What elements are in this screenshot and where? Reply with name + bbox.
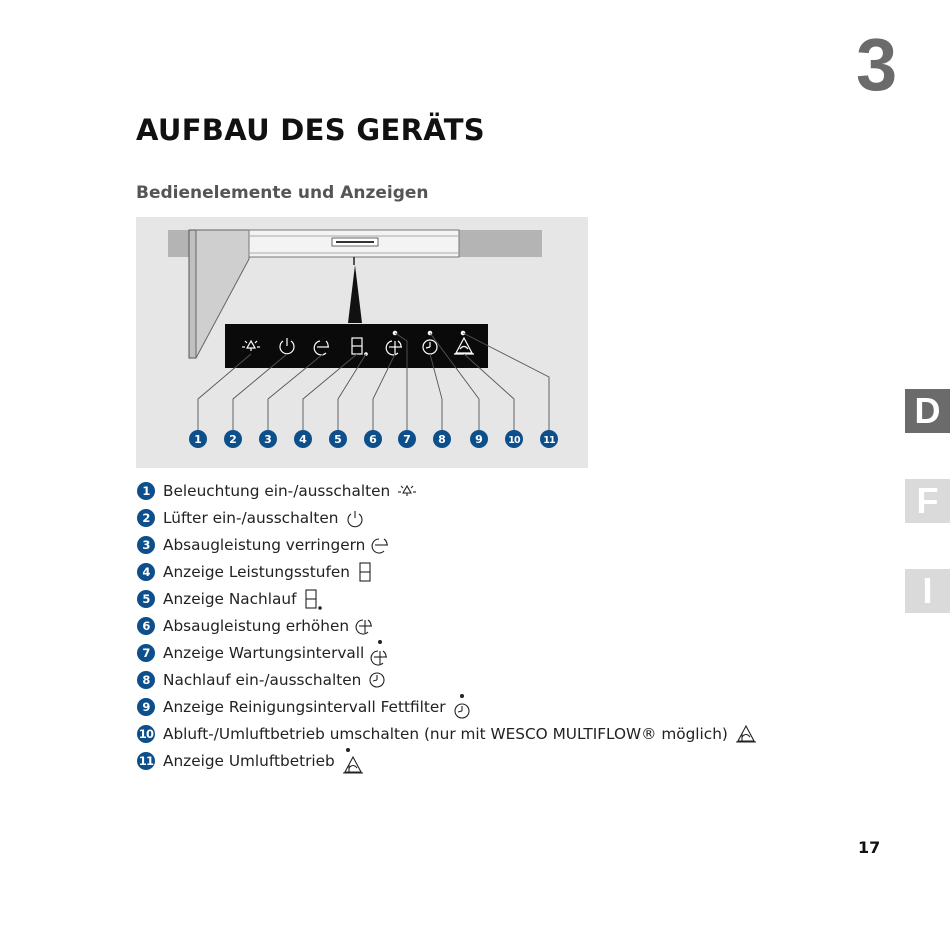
svg-text:2: 2 <box>229 433 237 446</box>
legend-text: Abluft-/Umluftbetrieb umschalten (nur mit WESCO MULTIFLOW® möglich) <box>163 724 728 743</box>
legend-number: 8 <box>137 671 155 689</box>
legend-number: 5 <box>137 590 155 608</box>
svg-text:7: 7 <box>403 433 411 446</box>
panel-closeup <box>225 324 488 368</box>
callout-7 <box>398 430 416 448</box>
legend-item <box>137 585 758 612</box>
chapter-number: 3 <box>856 23 898 106</box>
callout-10 <box>505 430 523 448</box>
legend-item <box>137 612 758 639</box>
control-panel-figure <box>136 217 588 468</box>
language-tab-d[interactable]: D <box>905 389 950 433</box>
power-icon <box>345 508 365 528</box>
language-tab-f[interactable]: F <box>905 479 950 523</box>
legend-item <box>137 639 758 666</box>
page-number: 17 <box>858 838 881 857</box>
plus-dot-icon <box>370 639 390 667</box>
legend-text: Anzeige Reinigungsintervall Fettfilter <box>163 697 446 716</box>
callout-8 <box>433 430 451 448</box>
legend-item <box>137 747 758 774</box>
callout-3 <box>259 430 277 448</box>
callout-9 <box>470 430 488 448</box>
callout-11 <box>540 430 558 448</box>
legend-text: Lüfter ein-/ausschalten <box>163 508 339 527</box>
callout-2 <box>224 430 242 448</box>
minus-icon <box>371 535 391 555</box>
legend-number: 10 <box>138 726 154 741</box>
callout-5 <box>329 430 347 448</box>
legend-item <box>137 504 758 531</box>
language-tab-i[interactable]: I <box>905 569 950 613</box>
svg-text:8: 8 <box>438 433 446 446</box>
legend-item <box>137 693 758 720</box>
svg-text:4: 4 <box>299 433 307 446</box>
callout-6 <box>364 430 382 448</box>
legend-item <box>137 477 758 504</box>
svg-text:1: 1 <box>194 433 202 446</box>
legend-number: 6 <box>137 617 155 635</box>
legend-text: Anzeige Wartungsintervall <box>163 643 365 662</box>
svg-text:3: 3 <box>264 433 272 446</box>
svg-text:9: 9 <box>475 433 483 446</box>
legend-number: 7 <box>137 644 155 662</box>
svg-text:6: 6 <box>369 433 377 446</box>
clock-icon <box>367 670 387 690</box>
legend-number: 1 <box>137 482 155 500</box>
legend-item <box>137 558 758 585</box>
segment-display-dot-icon <box>302 588 324 610</box>
svg-text:5: 5 <box>334 433 342 446</box>
legend-item <box>137 720 758 747</box>
legend-item <box>137 666 758 693</box>
recirculation-dot-icon <box>341 747 365 775</box>
segment-display-icon <box>356 561 374 583</box>
legend-number: 11 <box>138 753 154 768</box>
svg-text:10: 10 <box>508 435 520 446</box>
page-title: AUFBAU DES GERÄTS <box>136 113 485 147</box>
recirculation-icon <box>734 723 758 745</box>
legend-text: Anzeige Umluftbetrieb <box>163 751 335 770</box>
callout-4 <box>294 430 312 448</box>
legend-text: Absaugleistung erhöhen <box>163 616 350 635</box>
clock-dot-icon <box>452 693 472 721</box>
legend-text: Anzeige Leistungsstufen <box>163 562 350 581</box>
legend-text: Nachlauf ein-/ausschalten <box>163 670 362 689</box>
section-subtitle: Bedienelemente und Anzeigen <box>136 183 429 203</box>
legend-text: Beleuchtung ein-/ausschalten <box>163 481 391 500</box>
legend-list <box>137 477 758 774</box>
legend-number: 2 <box>137 509 155 527</box>
legend-text: Anzeige Nachlauf <box>163 589 297 608</box>
light-icon <box>396 481 418 501</box>
legend-number: 4 <box>137 563 155 581</box>
plus-icon <box>355 616 375 636</box>
legend-item <box>137 531 758 558</box>
legend-number: 9 <box>137 698 155 716</box>
svg-text:11: 11 <box>543 435 555 446</box>
legend-number: 3 <box>137 536 155 554</box>
legend-text: Absaugleistung verringern <box>163 535 366 554</box>
callout-1 <box>189 430 207 448</box>
